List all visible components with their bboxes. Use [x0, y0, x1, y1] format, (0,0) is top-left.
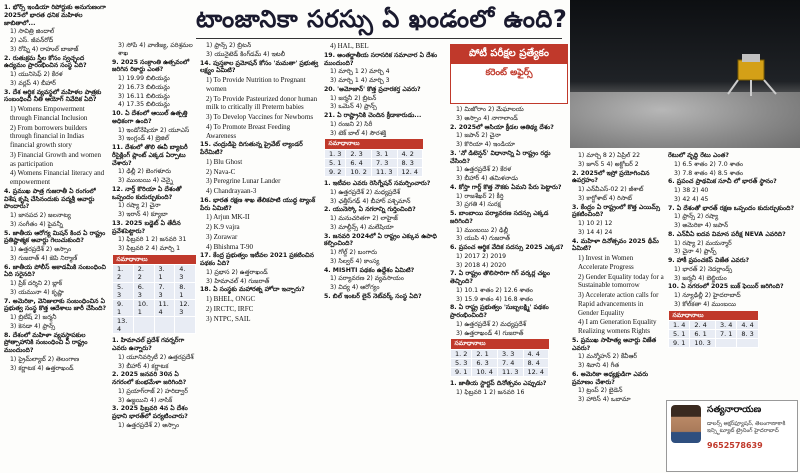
answer-cell: 4. 4 [523, 349, 549, 358]
option-text: 1) ఎన్‌వీఎస్-02 2) జీశాట్ [578, 186, 644, 193]
question-text: 2. రుతుక్రమ స్త్రీల కోసం స్వచ్ఛంద ఉద్యమం ప్రారంభించిన సంస్థ ఏది? [4, 54, 87, 70]
answer-cell: 5. 3 [451, 358, 472, 367]
option-text: 3) టెక్ బాల్ 4) సౌరశక్తి [330, 129, 387, 137]
option-text: 3) కోల్‌కతా 4) ముంబయి [674, 300, 736, 308]
question-text: 3. దేశ ఆర్థిక వ్యవస్థలో మహిళల పాత్రకు సంబంధించి నీతి ఆయోగ్ నివేదిక ఏది? [4, 88, 102, 104]
answer-cell: 7. 3 [154, 282, 175, 299]
answer-cell: 11. 3 [497, 368, 523, 377]
author-designation: డాలర్స్ అక్షర్‌ఫ్యూషన్, తెలంగాణాకాకి ఇన్స్టిట్యూట్ ట్రైనింగ్ హైదరాబాద్ [707, 421, 786, 434]
question-text: 10. ఏ నగరంలో 2025 బుక్ ఫెయిర్ జరిగింది? [668, 283, 784, 291]
question-text: 2. 2025లో ఆసియా క్రీడల ఆతిథ్య దేశం? [450, 123, 554, 131]
option-text: 1) 38 2) 40 [674, 187, 709, 194]
answer-cell [175, 317, 196, 334]
option-text: 4) HAL, BEL [330, 42, 369, 50]
option-text: 1) గోల్డ్ 2) బంగారు [330, 249, 377, 257]
question-text: 11. దేశంలో తొలి ఈవీ బ్యాటరీ రీసైక్లింగ్ ప్లాంట్ ఎక్కడ ఏర్పాటు చేశారు? [112, 144, 188, 167]
option-text: 3) మార్చి 1 4) మార్చి 3 [330, 77, 390, 84]
option-text: 3) To Develop Vaccines for Newborns [206, 113, 314, 121]
lander-illustration [720, 50, 784, 98]
option-text: 3) ముంబయి 4) చెన్నై [118, 177, 174, 184]
option-text: 3) 14 4) 24 [578, 228, 613, 236]
option-text: 3) బీహార్ 4) కర్ణాటక [118, 362, 169, 370]
option-text: 1) మిజోరాం 2) మేఘాలయ [456, 106, 524, 113]
option-text: 1) రంజని 2) సిరీ [330, 120, 373, 128]
option-text: 1) మనుచరితగా 2) లాహైజ్ [330, 215, 398, 223]
option-text: 3) మాల్దీవ్స్ 4) మలేషియా [330, 223, 394, 231]
option-text: 3) కార్టోశాట్ 4) రిసాట్ [578, 194, 632, 202]
answer-cell: 2. 1 [472, 349, 498, 358]
column-3 [200, 42, 320, 470]
answers-table [450, 339, 549, 377]
option-text: 4) Womens Financial literacy and empowerment [10, 169, 105, 186]
answer-cell: 1. 2 [113, 265, 134, 282]
question-text: 5. జాతీయ ఆరోగ్య మిషన్ కింద ఏ రాష్ట్రం ప్రతిష్టాత్మక అవార్డు గెలుచుకుంది? [4, 229, 106, 245]
option-text: 1) సావిత్రి జిందాల్ [10, 28, 55, 36]
option-text: 2) Gender Equality today for a Sustainable tomorrow [578, 272, 664, 290]
author-box [666, 400, 798, 472]
answer-cell: 8. 3 [397, 158, 423, 167]
option-text: 1) మన్మోహన్ 2) కేవీఆర్ [578, 353, 638, 361]
option-text: 3) యమునా 4) కృష్ణా [10, 288, 64, 296]
option-text: 3) అస్సాం 4) నాగాలాండ్ [456, 114, 518, 122]
option-text: 3) జర్మనీ 4) బెల్జియం [674, 274, 727, 282]
answers-table [112, 255, 196, 335]
answers-heading: సమాధానాలు [113, 255, 196, 265]
answer-cell: 5. 1 [325, 158, 346, 167]
answer-cell: 4. 4 [737, 321, 758, 330]
option-text: 3) Peregrine Lunar Lander [206, 177, 281, 186]
option-text: 1) ఫిబ్రవరి 1 2) జనవరి 16 [456, 388, 525, 396]
answers-table [324, 139, 423, 177]
section-banner [450, 44, 568, 104]
option-text: 1) జర్మనీ 2) బ్రిటన్ [330, 94, 377, 102]
option-text: 1) BHEL, ONGC [206, 295, 256, 303]
option-text: 1) Invest in Women Accelerate Progress [578, 254, 634, 271]
author-name: సత్యనారాయణ [707, 405, 762, 415]
option-text: 3) చైనా 4) ఫ్రాన్స్ [674, 248, 717, 256]
option-text: 3) NTPC, SAIL [206, 314, 251, 323]
answer-cell: 9. 1 [669, 339, 690, 348]
answer-cell: 2. 4 [690, 321, 716, 330]
option-text: 3) ఇంగ్లండ్ 4) బ్రెజిల్ [118, 135, 169, 143]
column-4 [324, 42, 446, 470]
answer-cell: 7. 1 [715, 330, 736, 339]
option-text: 1) రష్యా 2) మయన్మార్ [674, 239, 732, 247]
question-text: 8. దేశంలో మహిళా వ్యవస్థాపకుల ప్రోత్సాహానికి సంబంధించి ఏ రాష్ట్రం ముందుంది? [4, 331, 88, 354]
question-text: 4. ప్రముఖ పాత్ర గుజరాతీ ఏ రంగంలో విశేష కృషి చేసినందుకు పద్మశ్రీ అవార్డు పొందారు? [4, 187, 96, 211]
answer-cell [133, 317, 154, 334]
option-text: 3) అమెరికా 4) జపాన్ [674, 222, 729, 229]
answer-cell: 8. 3 [737, 330, 758, 339]
option-text: 3) 7.8 శాతం 4) 8.5 శాతం [674, 169, 744, 177]
answer-cell: 2. 2 [133, 265, 154, 282]
option-text: 1) Arjun MK-II [206, 213, 250, 222]
answer-cell: 13. 4 [113, 317, 134, 334]
question-text: 3. 2025 ఫిబ్రవరి 4న ఏ దేశం ప్రధాని భారత్‌లో పర్యటించారు? [112, 405, 188, 420]
answer-cell: 6. 3 [133, 282, 154, 299]
option-text: 3) Zorawar [206, 232, 238, 241]
answer-cell: 12. 4 [523, 368, 549, 377]
answer-cell: 10. 1 [133, 299, 154, 316]
option-text: 1) ఫ్రాన్స్ 2) బ్రిటన్ [206, 42, 252, 49]
answer-cell [154, 317, 175, 334]
question-text: 19. అంతర్జాతీయ సరాసరిక సమాచార ఏ దేశం ముందుంది? [324, 51, 438, 67]
option-text: 3) విద్య 4) ఆరోగ్యం [330, 284, 380, 292]
answer-cell [715, 339, 736, 348]
answer-cell: 6. 3 [472, 358, 498, 367]
answer-cell: 3. 1 [371, 149, 397, 158]
question-text: 3. 'నో డిటెన్షన్' విధానాన్ని ఏ రాష్ట్రం రద్దు చేసింది? [450, 149, 551, 165]
option-text: 3) ఉజ్జయిని 4) నాసిక్ [118, 396, 173, 404]
option-text: 1) ట్రంప్ 2) బైడెన్ [578, 387, 623, 395]
option-text: 1) Blu Ghost [206, 157, 243, 166]
question-text: 14. పుస్తకాల ప్రమోషన్ కోసం 'మమతా' ప్రభుత్వ లక్ష్యం ఏమిటి? [200, 59, 319, 75]
column-6 [572, 152, 664, 470]
option-text: 3) ఉత్తరాఖండ్ 4) గుజరాత్ [456, 329, 524, 337]
option-text: 3) శివాని 4) గీత [578, 362, 620, 369]
section-title: పోటీ పరీక్షల ప్రత్యేకం [451, 45, 567, 64]
headline-rule [196, 38, 562, 39]
lunar-surface [570, 92, 800, 148]
question-text: 6. అమెరికా అధ్యక్షుడిగా ఎవరు ప్రమాణం చేశారు? [572, 370, 649, 386]
answer-cell: 8. 1 [175, 282, 196, 299]
question-text: 17. కేంద్ర ప్రభుత్వం ఇటీవల 2021 ప్రకటించిన పథకం ఏది? [200, 252, 314, 267]
option-text: 3) కర్ణాటక 4) ఉత్తరాఖండ్ [10, 364, 74, 372]
option-text: 3) రోష్ని 4) రాహుల్ బాజాజ్ [10, 45, 79, 53]
question-text: 16. భారత రక్షణ శాఖ తేలికపాటి యుద్ధ ట్యాంక్ పేరు ఏమిటి? [200, 196, 316, 212]
option-text: 1) Womens Empowerment through Financial Inclusion [10, 105, 88, 122]
option-text: 3) 15.9 శాతం 4) 16.8 శాతం [456, 295, 533, 303]
answer-cell: 11. 3 [371, 168, 397, 177]
option-text: 4) Bhishma T-90 [206, 242, 254, 251]
answer-cell: 8. 4 [523, 358, 549, 367]
option-text: 4) To Promote Breast Feeding Awareness [206, 122, 291, 140]
question-text: 6. ప్రపంచ ప్రాథమిక సూచీ లో భారత్ స్థానం? [668, 178, 777, 186]
question-text: 20. 'అమోజాన్' కొత్త ప్రచారకర్త ఎవరు? [324, 85, 421, 93]
option-text: 1) ఉత్తరప్రదేశ్ 2) అస్సాం [118, 421, 180, 429]
answer-cell: 10. 3 [690, 339, 716, 348]
question-text: 3. జనవరి 2024లో ఏ రాష్ట్రం ఎక్కువ ఉపాధి కల్పించింది? [324, 232, 437, 248]
question-text: 18. ఏ సంస్థకు మహారత్న హోదా ఇచ్చారు? [200, 286, 305, 294]
option-text: 3) హారిస్ 4) ఒబామా [578, 396, 631, 403]
option-text: 1) మార్చి 8 2) ఏప్రిల్ 22 [578, 152, 641, 159]
option-text: 3) 16.11 బిలియన్లు [118, 92, 170, 100]
question-text: 4. కోస్తా గార్డ్ కొత్త నౌకకు ఏమని పేరు పెట్టారు? [450, 183, 562, 191]
question-text: 7. ఏ రాష్ట్రం తొలిసారిగా గిగ్ వర్కర్ల చట్టం తెచ్చింది? [450, 270, 551, 285]
answer-cell: 12. 4 [397, 168, 423, 177]
option-text: 1) 6.5 శాతం 2) 7.0 శాతం [674, 160, 744, 168]
question-text: 13. 2025 బడ్జెట్ ఏ తేదీన ప్రవేశపెట్టారు? [112, 219, 181, 235]
option-text: 1) ఉత్తరప్రదేశ్ 2) మధ్యప్రదేశ్ [330, 188, 401, 196]
option-text: 1) ఇండోనేషియా 2) యూఎస్ [118, 126, 190, 134]
answer-cell: 4. 3 [175, 265, 196, 282]
option-text: 3) వర్లప్ 4) బీహార్ [10, 79, 56, 87]
option-text: 1) 10.1 శాతం 2) 12.6 శాతం [456, 286, 533, 294]
option-text: 3) Financial Growth and women as participation [10, 150, 101, 168]
question-text: 7. అమెరికా, వెనిజులాకు సంబంధించిన ఏ ప్రభుత్వ సంస్థ కొత్త ఆదేశాలు జారీ చేసింది? [4, 297, 107, 313]
section-subtitle: కరెంట్ అఫైర్స్ [485, 67, 533, 78]
option-text: 3) ఇరాన్ 4) క్యూబా [118, 211, 168, 218]
answer-cell: 5. 1 [669, 330, 690, 339]
option-text: 2) From borrowers builders through financial in Indias financial growth story [10, 123, 88, 149]
column-7 [668, 152, 798, 398]
option-text: 1) రాజశేఖర్ 2) కీర్తి [456, 192, 504, 200]
option-text: 1) ప్రయాగ్‌రాజ్ 2) హరిద్వార్ [118, 387, 188, 395]
option-text: 2) 16.73 బిలియన్లు [118, 83, 170, 91]
question-text: 1. జాతీయ స్టార్టప్ దినోత్సవం ఎప్పుడు? [450, 380, 547, 388]
column-1 [4, 4, 108, 470]
answer-cell: 7. 3 [371, 158, 397, 167]
answer-cell: 6. 4 [346, 158, 372, 167]
option-text: 1) జానపద 2) జలనాట్య [10, 212, 71, 219]
option-text: 1) యూనివర్సిటీ 2) ఉత్తరప్రదేశ్ [118, 353, 194, 361]
option-text: 2) To Provide Pasteurized donor human milk to critically ill Preterm babies [206, 94, 318, 112]
answer-cell: 9. 1 [113, 299, 134, 316]
question-text: 5. ప్రముఖ సాహిత్య అవార్డు విజేత ఎవరు? [572, 336, 657, 352]
answer-cell: 2. 3 [346, 149, 372, 158]
question-text: 7. ఏ దేశంతో భారత్ రక్షణ ఒప్పందం కుదుర్చుకుంది? [668, 204, 795, 212]
answer-cell: 4. 2 [397, 149, 423, 158]
option-text: 4) Chandrayaan-3 [206, 187, 257, 195]
moon-lander-photo [570, 0, 800, 148]
option-text: 2) Nava-C [206, 167, 236, 176]
option-text: 1) రష్యా 2) చైనా [118, 202, 161, 210]
question-text: 9. హాకీ ప్రపంచకప్ విజేత ఎవరు? [668, 257, 750, 264]
option-text: 3) గుజరాత్ 4) జెపి నిర్మాణ్ [10, 254, 78, 262]
option-text: 1) ఉత్తరప్రదేశ్ 2) అస్సాం [10, 246, 72, 253]
answers-heading: సమాధానాలు [325, 139, 423, 149]
option-text: 2) IRCTC, IRFC [206, 304, 254, 313]
column-2 [112, 42, 196, 470]
option-text: 2) ఎస్. జీవన్‌రోద్ [10, 37, 54, 44]
option-text: 3) సిల్వర్ 4) కాంస్య [330, 257, 380, 265]
option-text: 3) ఒమెన్ 4) ఫ్రాన్స్ [330, 103, 377, 111]
answer-cell [737, 339, 758, 348]
option-text: 3) ఫిబ్రవరి 2 4) మార్చి 1 [118, 245, 181, 252]
option-text: 1) 19.99 బిలియన్లు [118, 75, 170, 82]
question-text: 21. ఏ రాష్ట్రానికి చెందిన క్రీడాకారుడు... [324, 112, 422, 119]
answer-cell: 5. 3 [113, 282, 134, 299]
answer-cell: 3. 4 [715, 321, 736, 330]
page-headline: టాంజానికా సరస్సు ఏ ఖండంలో ఉంది? [196, 5, 568, 33]
option-text: 3) యుపి 4) గుజరాత్ [456, 235, 510, 243]
option-text: 4) I am Generation Equality Realizing womens Rights [578, 318, 657, 335]
option-text: 3) Accelerate action calls for Rapid advancements in Gender Equality [578, 291, 659, 317]
option-text: 4) 17.35 బిలియన్లు [118, 101, 170, 109]
option-text: 1) 2017 2) 2019 [456, 252, 507, 260]
option-text: 3) 2018 4) 2020 [456, 261, 507, 269]
option-text: 3) ప్రగతి 4) సురక్ష [456, 201, 501, 209]
question-text: 6. జాతీయ పోలీస్ అకాడమీకి సంబంధించి ఏది సరైనది? [4, 263, 106, 279]
option-text: 1) యునిసెఫ్ 2) కేరళ [10, 71, 63, 78]
option-text: 1) ప్రైమ్‌ల్యాబ్ 2) తెలంగాణ [10, 355, 80, 363]
option-text: 1) 10 2) 12 [578, 220, 613, 227]
question-text: 10. ఏ దేశంలో ఆయిల్ ఉత్పత్తి అధికంగా ఉంది? [112, 110, 188, 125]
question-text: రేటులో వృద్ధి రేటు ఎంత? [668, 152, 729, 159]
question-text: 2. 2025 జనవరి 30న ఏ నగరంలో కుంభమేళా జరిగింది? [112, 371, 187, 386]
option-text: 1) ప్రభాస 2) ఉత్తరాఖండ్ [206, 268, 268, 276]
answer-cell: 7. 4 [497, 358, 523, 367]
option-text: 2) K.9 vajra [206, 223, 240, 231]
question-text: 8. ఏ రాష్ట్ర ప్రభుత్వం 'సుబ్బలక్ష్మి' పథకం ప్రారంభించింది? [450, 304, 549, 319]
option-text: 1) ఉత్తరప్రదేశ్ 2) మధ్యప్రదేశ్ [456, 320, 527, 328]
option-text: 3) సోపే 4) వాణిజ్య, పరిశ్రమల శాఖ [118, 42, 193, 57]
question-text: 1. భోర్స్ ఇండియా రిపోర్టుకు అనుగుణంగా 2025లో భారత ధనిక మహిళల జాబితాలో... [4, 4, 106, 27]
option-text: 3) బీహార్ 4) తమిళనాడు [456, 175, 518, 182]
question-text: 1. ఇటీవల ఎవరు రెసిగ్నేషన్ సమర్పించారు? [324, 180, 431, 188]
option-text: 1) ఫ్రాన్స్ 2) రష్యా [674, 213, 719, 221]
question-text: 5. బాంబాయి పర్యావరణ సదస్సు ఎక్కడ జరిగింది? [450, 210, 549, 225]
answer-cell: 1. 2 [451, 349, 472, 358]
option-text: 1) ప్రిక్ దర్శిని 2) బ్లాక్ [10, 280, 63, 287]
answer-cell: 1. 4 [669, 321, 690, 330]
option-text: 3) కెనడా 4) ఫ్రాన్స్ [10, 322, 56, 330]
question-text: 2. 2025లో ఇస్రో ప్రయోగించిన ఉపగ్రహం? [572, 169, 650, 185]
question-text: 3. కేంద్రం ఏ రాష్ట్రంలో కొత్త ఎయిమ్స్ ప్రకటించింది? [572, 203, 660, 219]
answers-heading: సమాధానాలు [451, 339, 549, 349]
question-text: 9. 2025 సంక్రాంతి ఉత్సవంలో జరిగిన రికార్డు ఎంత? [112, 58, 190, 74]
option-text: 1) ఉత్తరప్రదేశ్ 2) కేరళ [456, 166, 512, 174]
answer-cell: 9. 2 [325, 168, 346, 177]
answer-cell: 12. 3 [175, 299, 196, 316]
option-text: 1) పర్యావరణ 2) వ్యవసాయం [330, 275, 404, 283]
option-text: 3) 42 4) 45 [674, 195, 709, 203]
option-text: 1) బ్రిటీష్ 2) జర్మనీ [10, 314, 57, 321]
question-text: 12. నార్త్ కొరియా ఏ దేశంతో ఒప్పందం కుదుర్చుకుంది? [112, 185, 182, 201]
answer-cell: 1. 3 [325, 149, 346, 158]
option-text: 1) జపాన్ 2) చైనా [456, 132, 501, 140]
author-photo [671, 405, 701, 443]
question-text: 4. MISHTI పథకం ఉద్దేశం ఏమిటి? [324, 266, 415, 274]
answer-cell: 6. 1 [690, 330, 716, 339]
answer-cell: 11. 4 [154, 299, 175, 316]
option-text: 3) హిమాచల్ 4) గుజరాత్ [206, 277, 270, 285]
column-5 [450, 106, 566, 470]
option-text: 1) న్యూఢిల్లీ 2) హైదరాబాద్ [674, 292, 741, 299]
author-phone: 9652578639 [707, 441, 763, 450]
question-text: 6. ప్రపంచ ఆర్థిక వేదిక సదస్సు 2025 ఎక్కడ? [450, 244, 564, 251]
answer-cell: 3. 1 [154, 265, 175, 282]
question-text: 15. చంద్రుడిపై దిగుతున్న ప్రైవేట్ ల్యాండర్ పేరేమిటి? [200, 141, 303, 156]
question-text: 5. బిల్ ఇంటర్ లైన్ నెట్‌వర్క్ సంస్థ ఏది? [324, 292, 422, 300]
question-text: 1. హిమాచల్ ప్రదేశ్ గవర్నర్‌గా ఎవరు ఉన్నారు? [112, 337, 185, 352]
answer-cell: 10. 2 [346, 168, 372, 177]
question-text: 4. మహిళా దినోత్సవం 2025 థీమ్ ఏమిటి? [572, 237, 659, 253]
question-text: 8. ఎన్‌వీఏ ఐదవ విమాన పరీక్ష NEVA ఎవరిది? [668, 230, 786, 238]
option-text: 3) ఛత్తీస్‌గఢ్ 4) బీహార్ పశ్చిమాన్ [330, 197, 411, 205]
option-text: 3) కొరియా 4) ఇండియా [456, 141, 515, 148]
answer-cell: 10. 4 [472, 368, 498, 377]
option-text: 1) ఫిబ్రవరి 1 2) జనవరి 31 [118, 236, 187, 244]
answer-cell: 3. 3 [497, 349, 523, 358]
answers-table [668, 311, 759, 349]
option-text: 3) యునైటెడ్ కింగ్‌డమ్ 4) ఇటలీ [206, 50, 286, 58]
answer-cell: 9. 1 [451, 368, 472, 377]
option-text: 1) To Provide Nutrition to Pregnant women [206, 76, 306, 93]
option-text: 3) జూన్ 5 4) అక్టోబర్ 2 [578, 160, 639, 168]
answers-heading: సమాధానాలు [669, 311, 759, 321]
question-text: 2. యునెస్కో ఏ నగరాన్ని గుర్తించింది? [324, 206, 416, 214]
option-text: 1) ఢిల్లీ 2) బెంగళూరు [118, 168, 172, 176]
option-text: 1) ముంబయి 2) ఢిల్లీ [456, 226, 509, 234]
option-text: 1) భారత్ 2) నెదర్లాండ్స్ [674, 265, 733, 273]
option-text: 1) మార్చి 1 2) మార్చి 4 [330, 68, 390, 76]
option-text: 3) సంగీతం 4) పైవన్నీ [10, 220, 63, 228]
